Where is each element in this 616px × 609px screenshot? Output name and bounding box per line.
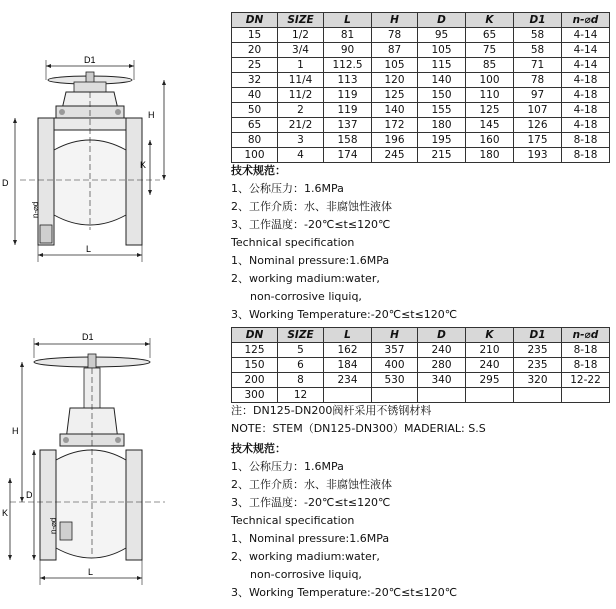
table-row xyxy=(232,73,610,88)
table-cell: 137 xyxy=(324,118,372,133)
table-cell: 115 xyxy=(418,58,466,73)
table-cell: 140 xyxy=(418,73,466,88)
header-cell: SIZE xyxy=(278,328,324,343)
header-cell: H xyxy=(372,13,418,28)
table-row xyxy=(232,43,610,58)
header-cell: L xyxy=(324,328,372,343)
table-cell: 119 xyxy=(324,103,372,118)
stem-note-cn: 注：DN125-DN200阀杆采用不锈钢材料 xyxy=(231,404,432,417)
table-cell: 234 xyxy=(324,373,372,388)
dim-nd-label-2: n-⌀d xyxy=(49,517,58,534)
table-cell: 240 xyxy=(466,358,514,373)
table-cell xyxy=(514,388,562,403)
table-cell: 6 xyxy=(278,358,324,373)
table-header-row xyxy=(232,13,610,28)
table-cell: 4-14 xyxy=(562,28,610,43)
table-cell: 4-18 xyxy=(562,73,610,88)
table-cell: 125 xyxy=(466,103,514,118)
table-cell: 320 xyxy=(514,373,562,388)
table-cell: 78 xyxy=(372,28,418,43)
table-body xyxy=(232,28,610,163)
table-row xyxy=(232,103,610,118)
header-cell: D1 xyxy=(514,13,562,28)
dim-h-label-2: H xyxy=(12,426,19,436)
header-cell: H xyxy=(372,328,418,343)
spec-item-en: 2、working madium:water, xyxy=(231,272,380,285)
table-cell: 3/4 xyxy=(278,43,324,58)
table-cell: 80 xyxy=(232,133,278,148)
spec-item-en: 2、working madium:water, xyxy=(231,550,380,563)
dim-d1-label: D1 xyxy=(84,55,96,65)
spec-table-small xyxy=(231,12,610,163)
header-cell: n-⌀d xyxy=(562,328,610,343)
stem-note xyxy=(231,402,486,438)
table-cell: 40 xyxy=(232,88,278,103)
spec-item-cn: 2、工作介质：水、非腐蚀性液体 xyxy=(231,478,392,491)
table-cell: 65 xyxy=(466,28,514,43)
dim-l-label: L xyxy=(86,244,92,254)
table-cell: 155 xyxy=(418,103,466,118)
table-cell: 50 xyxy=(232,103,278,118)
table-cell: 193 xyxy=(514,148,562,163)
table-cell: 113 xyxy=(324,73,372,88)
table-cell: 12-22 xyxy=(562,373,610,388)
table-cell: 90 xyxy=(324,43,372,58)
table-cell: 4 xyxy=(278,148,324,163)
dim-k-label: K xyxy=(140,160,147,170)
table-cell: 3 xyxy=(278,133,324,148)
table-cell: 5 xyxy=(278,343,324,358)
table-cell: 2 xyxy=(278,103,324,118)
table-cell xyxy=(324,388,372,403)
spec-table-large xyxy=(231,327,610,403)
table-cell: 11/2 xyxy=(278,88,324,103)
table-cell: 1 xyxy=(278,58,324,73)
valve-drawing-small xyxy=(0,0,225,305)
table-cell: 150 xyxy=(232,358,278,373)
header-cell: D xyxy=(418,13,466,28)
table-cell: 195 xyxy=(418,133,466,148)
table-cell: 110 xyxy=(466,88,514,103)
table-cell: 357 xyxy=(372,343,418,358)
table-body xyxy=(232,343,610,403)
tech-spec-block-2 xyxy=(231,440,457,602)
table-row xyxy=(232,133,610,148)
table-cell: 32 xyxy=(232,73,278,88)
header-cell: DN xyxy=(232,13,278,28)
table-cell: 340 xyxy=(418,373,466,388)
table-cell: 1/2 xyxy=(278,28,324,43)
spec-item-cn: 3、工作温度：-20℃≤t≤120℃ xyxy=(231,218,391,231)
table-cell: 200 xyxy=(232,373,278,388)
table-cell: 20 xyxy=(232,43,278,58)
table-cell: 174 xyxy=(324,148,372,163)
table-cell: 400 xyxy=(372,358,418,373)
table-cell: 240 xyxy=(418,343,466,358)
header-cell: K xyxy=(466,328,514,343)
spec-item-en: 3、Working Temperature:-20℃≤t≤120℃ xyxy=(231,308,458,321)
header-cell: SIZE xyxy=(278,13,324,28)
spec-item-cn: 1、公称压力：1.6MPa xyxy=(231,460,344,473)
dim-h-label: H xyxy=(148,110,155,120)
spec-title-en: Technical specification xyxy=(231,514,355,527)
table-header-row xyxy=(232,328,610,343)
dim-nd-label: n-⌀d xyxy=(31,201,40,218)
spec-item-en: 1、Nominal pressure:1.6MPa xyxy=(231,254,390,267)
table-cell: 160 xyxy=(466,133,514,148)
table-cell: 78 xyxy=(514,73,562,88)
table-cell: 25 xyxy=(232,58,278,73)
table-cell: 140 xyxy=(372,103,418,118)
table-cell xyxy=(466,388,514,403)
table-row xyxy=(232,118,610,133)
table-cell: 21/2 xyxy=(278,118,324,133)
header-cell: DN xyxy=(232,328,278,343)
spec-title-en: Technical specification xyxy=(231,236,355,249)
spec-item-en: 3、Working Temperature:-20℃≤t≤120℃ xyxy=(231,586,458,599)
table-cell: 11/4 xyxy=(278,73,324,88)
table-cell: 112.5 xyxy=(324,58,372,73)
table-cell: 4-18 xyxy=(562,88,610,103)
table-cell: 8-18 xyxy=(562,358,610,373)
table-cell: 87 xyxy=(372,43,418,58)
table-cell: 280 xyxy=(418,358,466,373)
table-cell: 58 xyxy=(514,28,562,43)
table-cell xyxy=(418,388,466,403)
table-cell: 58 xyxy=(514,43,562,58)
table-cell xyxy=(372,388,418,403)
table-cell: 15 xyxy=(232,28,278,43)
table-cell: 300 xyxy=(232,388,278,403)
table-cell: 8-18 xyxy=(562,343,610,358)
spec-title-cn: 技术规范： xyxy=(231,164,286,177)
table-cell: 150 xyxy=(418,88,466,103)
spec-item-cn: 1、公称压力：1.6MPa xyxy=(231,182,344,195)
table-cell: 4-14 xyxy=(562,58,610,73)
spec-item-en: 1、Nominal pressure:1.6MPa xyxy=(231,532,390,545)
table-cell: 107 xyxy=(514,103,562,118)
table-row xyxy=(232,88,610,103)
table-cell: 245 xyxy=(372,148,418,163)
header-cell: L xyxy=(324,13,372,28)
table-cell: 75 xyxy=(466,43,514,58)
table-cell: 85 xyxy=(466,58,514,73)
stem-note-en: NOTE：STEM（DN125-DN300）MADERIAL: S.S xyxy=(231,422,486,435)
table-cell: 172 xyxy=(372,118,418,133)
spec-item-cn: 2、工作介质：水、非腐蚀性液体 xyxy=(231,200,392,213)
header-cell: K xyxy=(466,13,514,28)
dim-d-label: D xyxy=(2,178,9,188)
table-cell: 196 xyxy=(372,133,418,148)
table-cell: 120 xyxy=(372,73,418,88)
table-cell: 105 xyxy=(418,43,466,58)
table-cell: 71 xyxy=(514,58,562,73)
table-cell: 65 xyxy=(232,118,278,133)
table-row xyxy=(232,343,610,358)
table-cell: 4-14 xyxy=(562,43,610,58)
table-cell: 8-18 xyxy=(562,133,610,148)
table-cell: 295 xyxy=(466,373,514,388)
table-cell: 100 xyxy=(466,73,514,88)
table-cell: 119 xyxy=(324,88,372,103)
table-row xyxy=(232,58,610,73)
table-cell: 158 xyxy=(324,133,372,148)
table-cell: 8 xyxy=(278,373,324,388)
table-cell: 210 xyxy=(466,343,514,358)
table-row xyxy=(232,358,610,373)
table-row xyxy=(232,148,610,163)
spec-item-en: non-corrosive liquiq, xyxy=(250,568,362,581)
table-cell: 12 xyxy=(278,388,324,403)
spec-title-cn: 技术规范： xyxy=(231,442,286,455)
valve-drawing-large xyxy=(0,310,225,609)
table-row xyxy=(232,373,610,388)
table-cell: 215 xyxy=(418,148,466,163)
table-cell: 95 xyxy=(418,28,466,43)
table-cell: 180 xyxy=(418,118,466,133)
table-cell: 125 xyxy=(232,343,278,358)
table-cell: 100 xyxy=(232,148,278,163)
header-cell: D1 xyxy=(514,328,562,343)
dim-d-label-2: D xyxy=(26,490,33,500)
header-cell: D xyxy=(418,328,466,343)
dim-k-label-2: K xyxy=(2,508,9,518)
table-cell: 235 xyxy=(514,343,562,358)
table-cell: 125 xyxy=(372,88,418,103)
tech-spec-block-1 xyxy=(231,162,457,324)
table-row xyxy=(232,28,610,43)
header-cell: n-⌀d xyxy=(562,13,610,28)
spec-item-en: non-corrosive liquiq, xyxy=(250,290,362,303)
table-cell: 184 xyxy=(324,358,372,373)
table-cell: 145 xyxy=(466,118,514,133)
table-cell: 4-18 xyxy=(562,118,610,133)
table-cell xyxy=(562,388,610,403)
table-cell: 97 xyxy=(514,88,562,103)
table-cell: 180 xyxy=(466,148,514,163)
table-row xyxy=(232,388,610,403)
table-cell: 105 xyxy=(372,58,418,73)
spec-item-cn: 3、工作温度：-20℃≤t≤120℃ xyxy=(231,496,391,509)
table-cell: 8-18 xyxy=(562,148,610,163)
dim-d1-label-2: D1 xyxy=(82,332,94,342)
dim-l-label-2: L xyxy=(88,567,94,577)
table-cell: 175 xyxy=(514,133,562,148)
table-cell: 162 xyxy=(324,343,372,358)
table-cell: 126 xyxy=(514,118,562,133)
table-cell: 235 xyxy=(514,358,562,373)
table-cell: 4-18 xyxy=(562,103,610,118)
table-cell: 530 xyxy=(372,373,418,388)
table-cell: 81 xyxy=(324,28,372,43)
